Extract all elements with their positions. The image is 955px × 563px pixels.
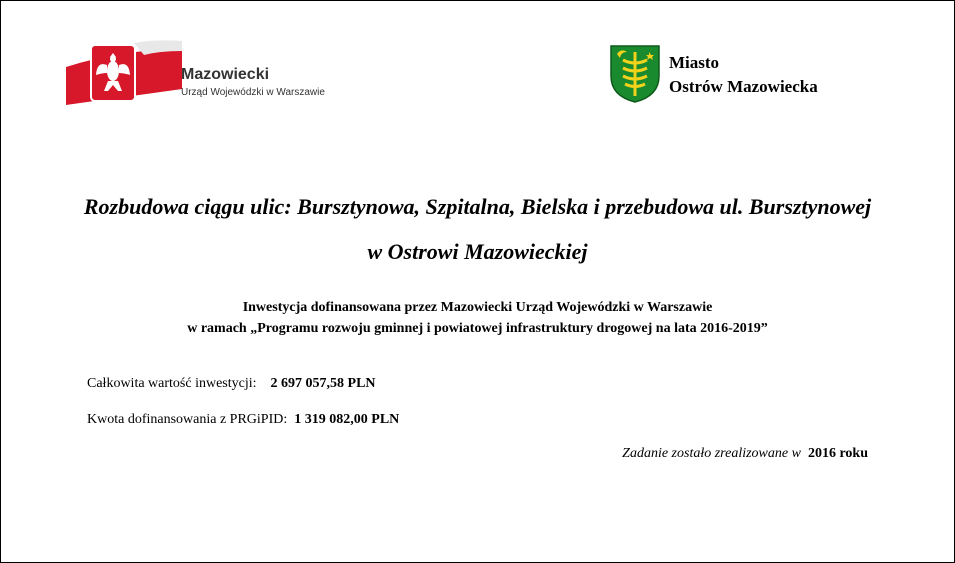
project-title-line1: Rozbudowa ciągu ulic: Bursztynowa, Szpitalna, Bielska i przebudowa ul. Bursztynowej — [83, 194, 872, 219]
completion-year: 2016 roku — [807, 446, 868, 461]
polish-eagle-flag-icon — [64, 37, 184, 107]
funding-amount-label: Kwota dofinansowania z PRGiPID: — [87, 412, 288, 427]
logo-mazowiecki-title: Mazowiecki — [181, 66, 270, 83]
funding-info-line1: Inwestycja dofinansowana przez Mazowiecki Urząd Wojewódzki w Warszawie — [242, 300, 713, 315]
funding-amount-value: 1 319 082,00 PLN — [294, 412, 400, 427]
ostrow-coat-of-arms-icon — [609, 44, 661, 104]
completion-note — [622, 446, 868, 462]
project-title-line2: w Ostrowi Mazowieckiej — [367, 239, 588, 264]
logo-city-name: Ostrów Mazowiecka — [669, 77, 818, 96]
completion-label: Zadanie zostało zrealizowane w — [622, 446, 801, 461]
logo-mazowiecki-subtitle: Urząd Wojewódzki w Warszawie — [181, 87, 325, 98]
total-value-amount: 2 697 057,58 PLN — [270, 376, 376, 391]
ostrow-logo — [609, 44, 869, 104]
mazowiecki-logo — [64, 37, 354, 107]
total-value-label: Całkowita wartość inwestycji: — [87, 376, 257, 391]
logo-city-label: Miasto — [669, 53, 720, 72]
funding-info-line2: w ramach „Programu rozwoju gminnej i powiatowej infrastruktury drogowej na lata 2016-2019” — [187, 321, 768, 336]
total-value-row — [87, 376, 376, 392]
funding-amount-row — [87, 412, 399, 428]
